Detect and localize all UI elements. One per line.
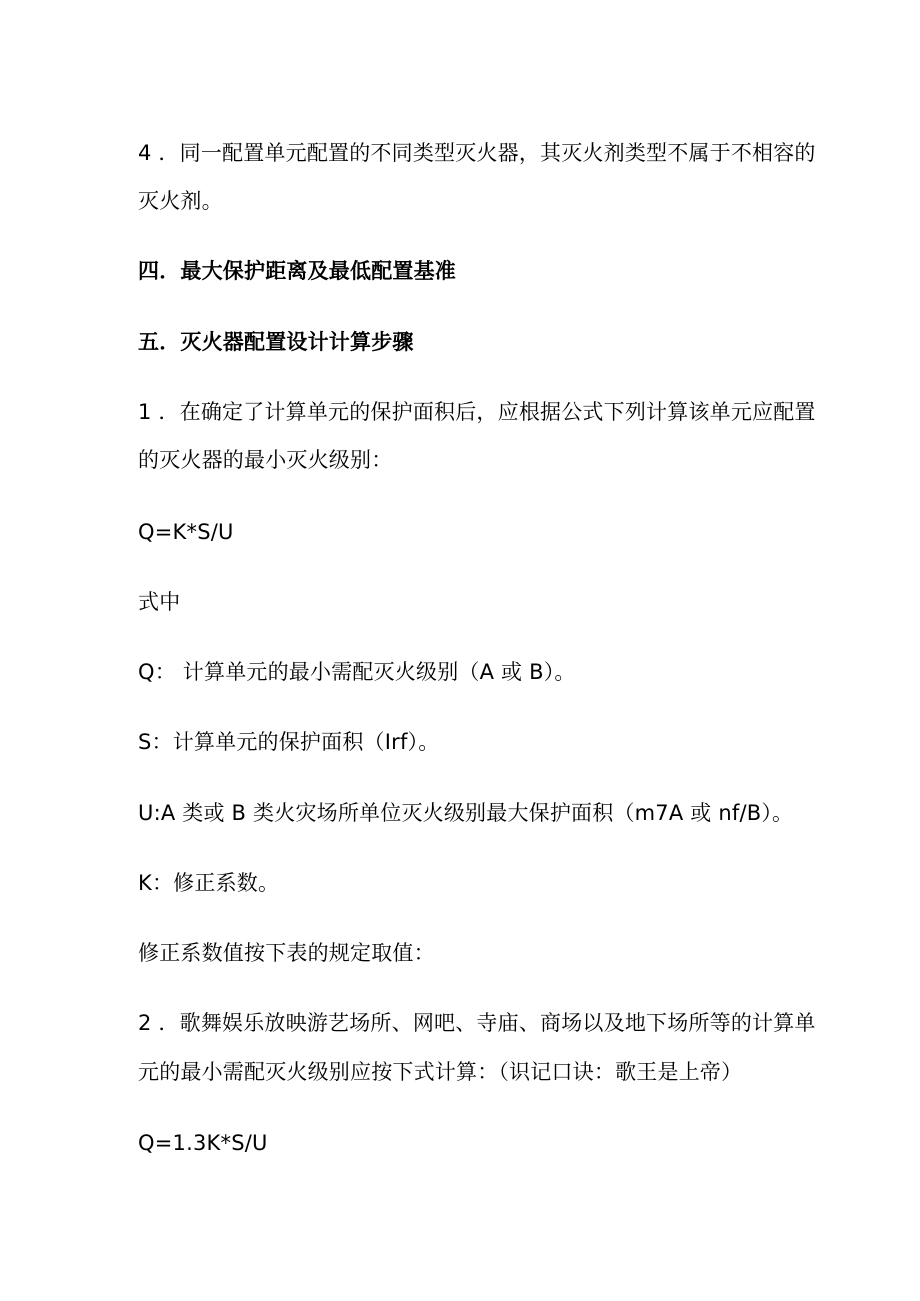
section-heading-5: 五．灭火器配置设计计算步骤 [138, 330, 414, 354]
step-1-text-line-2: 的灭火器的最小灭火级别： [138, 448, 393, 472]
definition-u: U:A 类或 B 类火灾场所单位灭火级别最大保护面积（m7A 或 nf/B）。 [138, 801, 794, 825]
definition-s: S：计算单元的保护面积（Irf）。 [138, 730, 440, 754]
step-2-text-line-2: 元的最小需配灭火级别应按下式计算：（识记口诀：歌王是上帝） [138, 1060, 743, 1084]
formula-where-label: 式中 [138, 590, 181, 614]
formula-basic: Q=K*S/U [138, 520, 234, 544]
section-heading-4: 四．最大保护距离及最低配置基准 [138, 259, 456, 283]
definition-q: Q： 计算单元的最小需配灭火级别（A 或 B）。 [138, 660, 576, 684]
step-1-text-line-1: 1 ．在确定了计算单元的保护面积后，应根据公式下列计算该单元应配置 [138, 400, 816, 424]
item-4-text-line-1: 4 ．同一配置单元配置的不同类型灭火器，其灭火剂类型不属于不相容的 [138, 141, 816, 165]
item-4-text-line-2: 灭火剂。 [138, 189, 223, 213]
definition-k: K：修正系数。 [138, 871, 280, 895]
step-2-text-line-1: 2 ．歌舞娱乐放映游艺场所、网吧、寺庙、商场以及地下场所等的计算单 [138, 1011, 816, 1035]
formula-adjusted: Q=1.3K*S/U [138, 1131, 268, 1155]
correction-factor-note: 修正系数值按下表的规定取值： [138, 941, 435, 965]
